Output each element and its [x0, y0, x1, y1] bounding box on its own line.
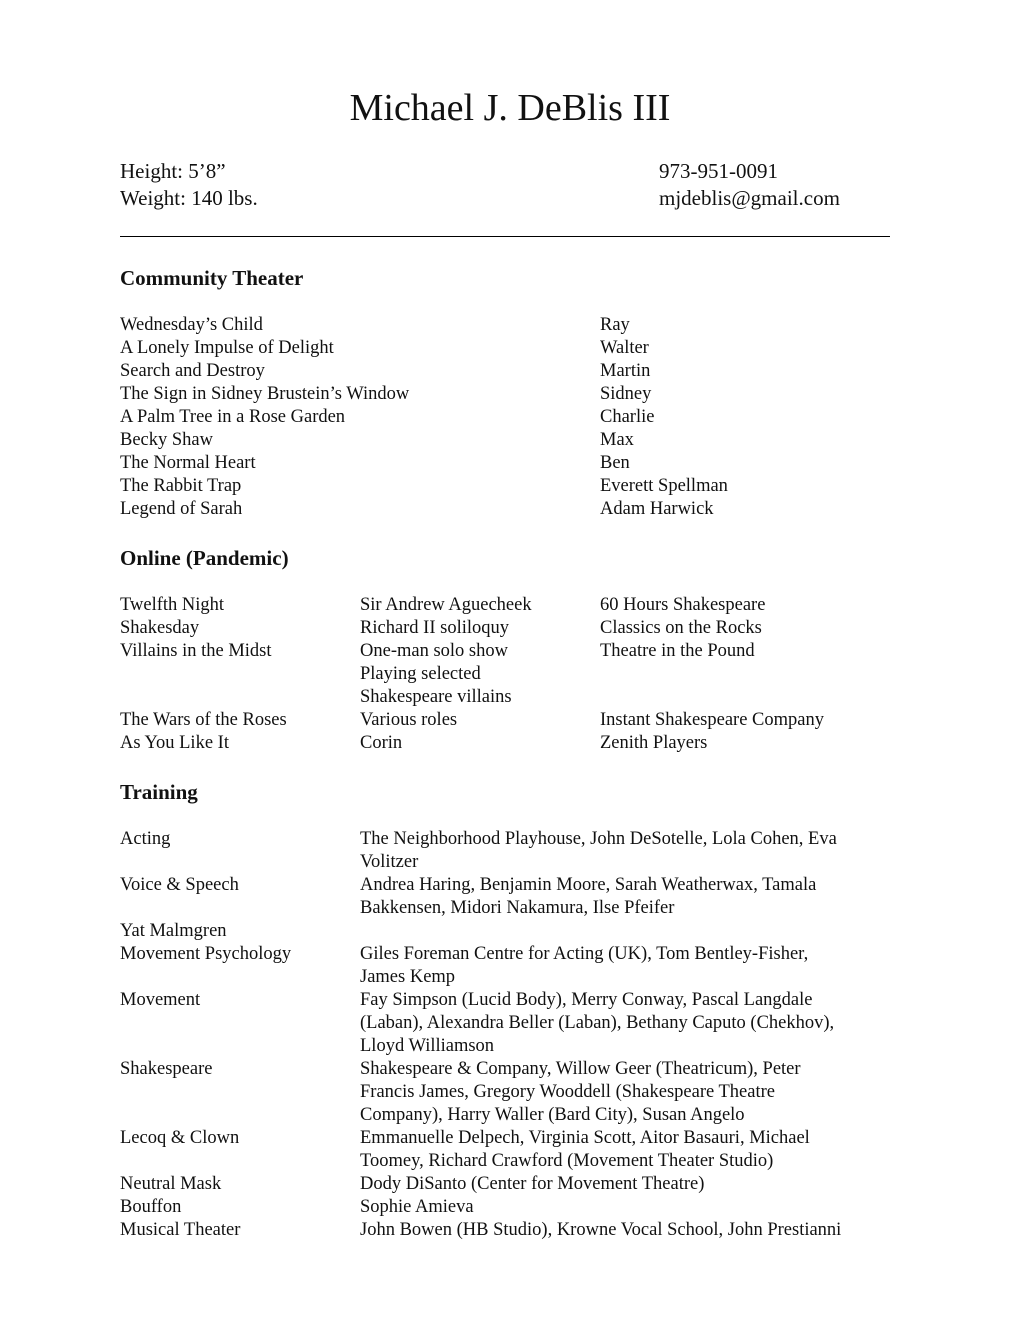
training-detail	[360, 828, 895, 874]
role-name: Various roles	[360, 710, 458, 730]
training-subject: Movement	[120, 990, 201, 1010]
company-name: Theatre in the Pound	[600, 641, 755, 661]
detail-line: Giles Foreman Centre for Acting (UK), Tom Bentley-Fisher,	[360, 944, 809, 964]
show-title: The Rabbit Trap	[120, 476, 242, 496]
training-subject: Yat Malmgren	[120, 921, 227, 941]
role-line: One-man solo show	[360, 641, 508, 661]
show-title: Twelfth Night	[120, 595, 225, 615]
detail-line: The Neighborhood Playhouse, John DeSotelle, Lola Cohen, Eva	[360, 829, 837, 849]
training-heading: Training	[120, 780, 198, 804]
detail-line: Toomey, Richard Crawford (Movement Theater Studio)	[360, 1151, 774, 1171]
show-title: Villains in the Midst	[120, 641, 272, 661]
role-name: Richard II soliloquy	[360, 618, 510, 638]
show-title: The Sign in Sidney Brustein’s Window	[120, 384, 410, 404]
training-subject: Lecoq & Clown	[120, 1128, 240, 1148]
show-title: Shakesday	[120, 618, 200, 638]
show-title: Wednesday’s Child	[120, 315, 263, 335]
role-name: Ray	[600, 315, 630, 335]
training-subject: Shakespeare	[120, 1059, 213, 1079]
training-detail: John Bowen (HB Studio), Krowne Vocal School, John Prestianni	[360, 1220, 842, 1240]
show-title: Legend of Sarah	[120, 499, 243, 519]
detail-line: Company), Harry Waller (Bard City), Susan Angelo	[360, 1105, 745, 1125]
contact-info	[659, 158, 840, 212]
training-subject: Neutral Mask	[120, 1174, 222, 1194]
detail-line: Volitzer	[360, 852, 419, 872]
training-subject: Musical Theater	[120, 1220, 241, 1240]
role-name: Martin	[600, 361, 651, 381]
role-line: Shakespeare villains	[360, 687, 512, 707]
show-title: Search and Destroy	[120, 361, 265, 381]
show-title: A Lonely Impulse of Delight	[120, 338, 334, 358]
show-title: The Wars of the Roses	[120, 710, 287, 730]
online-pandemic-heading: Online (Pandemic)	[120, 546, 289, 570]
training-detail	[360, 874, 895, 920]
phone-number: 973-951-0091	[659, 159, 778, 183]
detail-line: Fay Simpson (Lucid Body), Merry Conway, Pascal Langdale	[360, 990, 813, 1010]
role-name: Sidney	[600, 384, 652, 404]
training-subject: Bouffon	[120, 1197, 182, 1217]
training-detail	[360, 989, 895, 1058]
company-name: Classics on the Rocks	[600, 618, 762, 638]
detail-line: Andrea Haring, Benjamin Moore, Sarah Weatherwax, Tamala	[360, 875, 817, 895]
role-name: Walter	[600, 338, 649, 358]
header-divider	[120, 236, 890, 237]
detail-line: Emmanuelle Delpech, Virginia Scott, Aitor Basauri, Michael	[360, 1128, 810, 1148]
email-address: mjdeblis@gmail.com	[659, 186, 840, 210]
role-name: Everett Spellman	[600, 476, 728, 496]
training-detail: Sophie Amieva	[360, 1197, 474, 1217]
show-title: The Normal Heart	[120, 453, 256, 473]
detail-line: (Laban), Alexandra Beller (Laban), Bethany Caputo (Chekhov),	[360, 1013, 835, 1033]
role-line: Playing selected	[360, 664, 481, 684]
training-detail	[360, 1127, 895, 1173]
role-name: Sir Andrew Aguecheek	[360, 595, 532, 615]
company-name: 60 Hours Shakespeare	[600, 595, 766, 615]
training-subject: Movement Psychology	[120, 944, 292, 964]
role-name: Max	[600, 430, 634, 450]
height-text: Height: 5’8”	[120, 159, 226, 183]
detail-line: James Kemp	[360, 967, 456, 987]
training-detail	[360, 1058, 895, 1127]
physical-stats	[120, 158, 258, 212]
role-name: Charlie	[600, 407, 655, 427]
training-detail: Dody DiSanto (Center for Movement Theatre)	[360, 1174, 705, 1194]
role-name: Adam Harwick	[600, 499, 714, 519]
weight-text: Weight: 140 lbs.	[120, 186, 258, 210]
role-name: Ben	[600, 453, 630, 473]
show-title: A Palm Tree in a Rose Garden	[120, 407, 346, 427]
training-subject: Acting	[120, 829, 171, 849]
role-name: Corin	[360, 733, 403, 753]
training-subject: Voice & Speech	[120, 875, 239, 895]
detail-line: Shakespeare & Company, Willow Geer (Theatricum), Peter	[360, 1059, 801, 1079]
detail-line: Lloyd Williamson	[360, 1036, 495, 1056]
company-name: Zenith Players	[600, 733, 708, 753]
show-title: Becky Shaw	[120, 430, 213, 450]
detail-line: Francis James, Gregory Wooddell (Shakespeare Theatre	[360, 1082, 775, 1102]
community-theater-heading: Community Theater	[120, 266, 304, 290]
company-name: Instant Shakespeare Company	[600, 710, 824, 730]
show-title: As You Like It	[120, 733, 229, 753]
resume-name: Michael J. DeBlis III	[349, 87, 671, 129]
training-detail	[360, 943, 895, 989]
detail-line: Bakkensen, Midori Nakamura, Ilse Pfeifer	[360, 898, 675, 918]
